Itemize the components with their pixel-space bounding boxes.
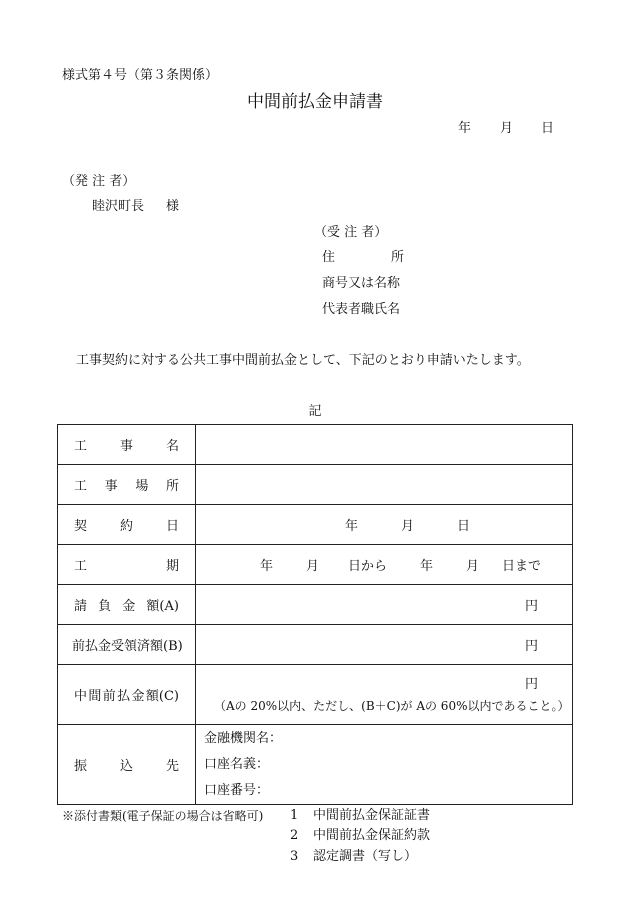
label-period: [58, 545, 196, 585]
row-period: [58, 545, 573, 585]
label-transfer-text-char: 込: [119, 759, 133, 774]
amount-c-unit: 円: [524, 676, 538, 692]
label-transfer-text: [74, 755, 179, 774]
value-amount-a: 円: [196, 585, 573, 625]
label-contract-date-text: [74, 515, 179, 534]
period-end-year: 年: [419, 559, 433, 574]
value-amount-b: 円: [196, 625, 573, 665]
date-month: 月: [500, 121, 514, 136]
label-work-name-text: [74, 435, 179, 454]
period-start-month: 月: [305, 559, 319, 574]
label-transfer-text-char: 振: [74, 759, 88, 774]
row-work-place: [58, 465, 573, 505]
label-contract-date-text-char: 約: [119, 519, 133, 534]
period-end-month: 月: [465, 559, 479, 574]
label-amount-a: [58, 585, 196, 625]
label-contract-date-text-char: 日: [165, 519, 179, 534]
period-end-day: 日まで: [501, 559, 541, 574]
row-contract-date: [58, 505, 573, 545]
attachment-3-text: 認定調書（写し）: [313, 849, 418, 864]
contractor-representative-label: 代表者職氏名: [322, 302, 401, 317]
contractor-address-label-char: 住: [322, 250, 336, 265]
label-transfer-text-char: 先: [165, 759, 179, 774]
date-day: 日: [541, 121, 555, 136]
issuer-label: （発 注 者）: [62, 174, 136, 189]
amount-c-note: （Aの 20%以内、ただし、(B＋C)が Aの 60%以内であること。）: [214, 698, 570, 713]
label-amount-c: [58, 665, 196, 725]
attachments-heading: ※添付書類(電子保証の場合は省略可): [62, 809, 264, 823]
row-transfer: [58, 725, 573, 805]
contractor-address-label-char: 所: [390, 250, 404, 265]
bank-name-label: 金融機関名：: [204, 730, 283, 746]
label-work-name-text-char: 事: [119, 439, 133, 454]
label-period-text-char: 工: [74, 559, 88, 574]
attachment-2-no: 2: [290, 828, 299, 843]
value-transfer: [196, 725, 573, 805]
label-work-place-text-char: 所: [165, 479, 179, 494]
contractor-address-label: [322, 250, 404, 266]
label-amount-a-text-char: 金: [122, 599, 136, 614]
row-amount-c: [58, 665, 573, 725]
contract-date-year: 年: [344, 519, 358, 534]
label-amount-a-text: [74, 595, 179, 614]
label-work-place-text: [74, 475, 179, 494]
label-period-text: [74, 555, 179, 574]
label-work-place-text-char: 工: [74, 479, 88, 494]
value-period: [196, 545, 573, 585]
date-year: 年: [458, 121, 472, 136]
issuer-name: 睦沢町長: [92, 199, 145, 214]
attachment-2-text: 中間前払金保証約款: [313, 828, 431, 843]
label-amount-a-text-char: 負: [98, 599, 112, 614]
label-amount-a-text-char: 額(A): [146, 599, 179, 614]
attachment-1-text: 中間前払金保証証書: [313, 808, 431, 823]
value-contract-date: [196, 505, 573, 545]
contractor-company-label: 商号又は名称: [322, 276, 401, 291]
label-amount-c-text-char: 金: [131, 689, 145, 704]
account-holder-label: 口座名義：: [204, 756, 270, 772]
label-amount-c-text: [74, 685, 179, 704]
label-work-place-text-char: 事: [104, 479, 118, 494]
ki-mark: 記: [308, 404, 322, 419]
contract-date-month: 月: [400, 519, 414, 534]
row-amount-b: [58, 625, 573, 665]
label-work-name: [58, 425, 196, 465]
label-contract-date-text-char: 契: [74, 519, 88, 534]
row-work-name: [58, 425, 573, 465]
row-amount-a: [58, 585, 573, 625]
application-table: [57, 424, 573, 805]
label-amount-c-text-char: 前: [102, 689, 116, 704]
attachment-3-no: 3: [290, 849, 299, 864]
period-start-year: 年: [259, 559, 273, 574]
label-transfer: [58, 725, 196, 805]
label-period-text-char: 期: [165, 559, 179, 574]
label-work-place-text-char: 場: [135, 479, 149, 494]
label-amount-c-text-char: 額(C): [145, 689, 179, 704]
contract-date-day: 日: [456, 519, 470, 534]
period-start-day: 日から: [347, 559, 387, 574]
label-amount-c-text-char: 中: [74, 689, 88, 704]
label-amount-c-text-char: 払: [117, 689, 131, 704]
issuer-honorific: 様: [166, 199, 180, 214]
label-contract-date: [58, 505, 196, 545]
value-amount-c: [196, 665, 573, 725]
label-work-name-text-char: 名: [165, 439, 179, 454]
contractor-label: （受 注 者）: [314, 225, 388, 240]
label-work-place: [58, 465, 196, 505]
label-amount-b: 前払金受領済額(B): [58, 625, 196, 665]
attachment-1-no: 1: [290, 808, 299, 823]
account-number-label: 口座番号：: [204, 782, 270, 798]
label-amount-a-text-char: 請: [74, 599, 88, 614]
label-work-name-text-char: 工: [74, 439, 88, 454]
document-title: 中間前払金申請書: [247, 92, 383, 112]
body-text: 工事契約に対する公共工事中間前払金として、下記のとおり申請いたします。: [76, 353, 530, 368]
label-amount-c-text-char: 間: [88, 689, 102, 704]
value-work-place: [196, 465, 573, 505]
form-number-label: 様式第４号（第３条関係）: [62, 68, 219, 83]
value-work-name: [196, 425, 573, 465]
